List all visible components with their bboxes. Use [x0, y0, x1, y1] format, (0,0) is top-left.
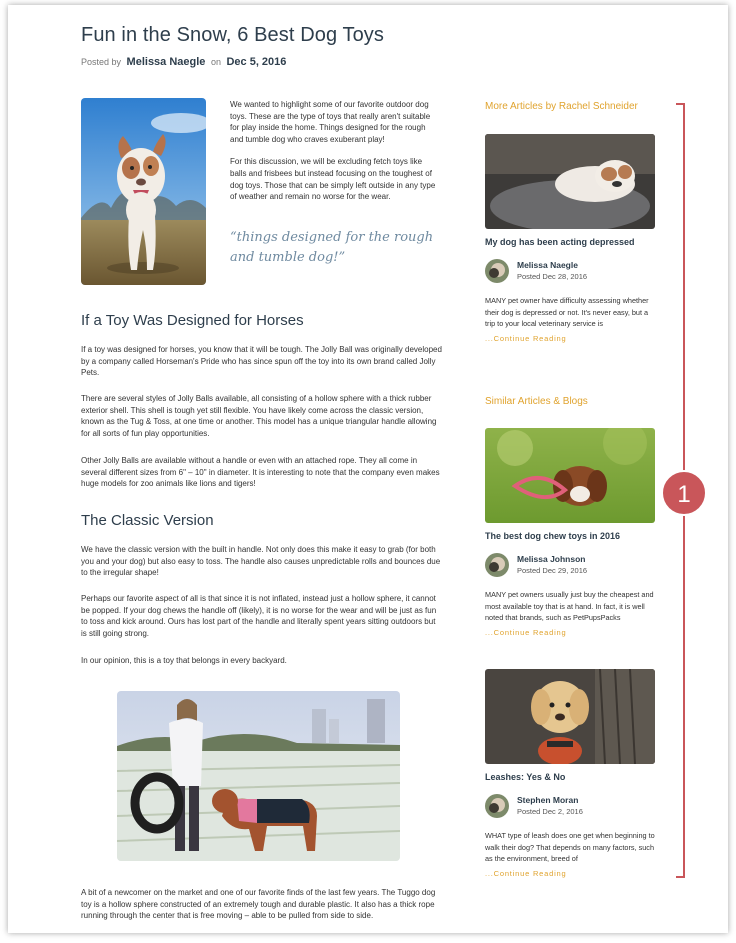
article-excerpt: MANY pet owner have difficulty assessing whether their dog is depressed or not. It's never easy, but a trip to your local veterinary service is [485, 296, 649, 329]
similar-articles-heading: Similar Articles & Blogs [485, 396, 588, 407]
continue-reading-link[interactable]: ...Continue Reading [485, 334, 567, 343]
article-thumbnail[interactable] [485, 134, 655, 229]
body-paragraph: If a toy was designed for horses, you know that it will be tough. The Jolly Ball was originally developed by a company called Horseman's Pride who has since spun off the toy into its own brand called Jolly Pets. [81, 345, 442, 378]
body-paragraph: Perhaps our favorite aspect of all is that since it is not inflated, instead just a hollow sphere, it cannot be popped. If your dog chews the handle off (likely), it is no worse for the wear and will be just as fun to toss and kick around. Ours has lost part of the handle and literally spent years sitting outdoors but is still going strong. [81, 594, 437, 638]
body-paragraph: In our opinion, this is a toy that belongs in every backyard. [81, 656, 287, 665]
byline [81, 56, 289, 68]
avatar [485, 553, 509, 577]
avatar [485, 794, 509, 818]
intro-paragraph: We wanted to highlight some of our favorite outdoor dog toys. These are the type of toys that really aren't suitable for play inside the home. Things designed for the rough and tumble dog who craves exuberant play! [230, 100, 431, 144]
article-title-link[interactable]: Leashes: Yes & No [485, 772, 566, 782]
body-paragraph: A bit of a newcomer on the market and one of our favorite finds of the last few years. The Tuggo dog toy is a hollow sphere constructed of an extremely tough and durable plastic. It also has a thick rope running through the center that is free moving – able to be pulled from side to side. [81, 888, 436, 921]
author-name[interactable]: Stephen Moran [517, 795, 579, 805]
article-title-link[interactable]: My dog has been acting depressed [485, 237, 635, 247]
continue-reading-link[interactable]: ...Continue Reading [485, 869, 567, 878]
author-link[interactable]: Melissa Naegle [126, 56, 206, 68]
section-heading: If a Toy Was Designed for Horses [81, 312, 304, 329]
continue-reading-link[interactable]: ...Continue Reading [485, 628, 567, 637]
posted-by-label: Posted by [81, 57, 122, 67]
hero-dog-photo [81, 98, 206, 285]
intro-paragraph: For this discussion, we will be excluding fetch toys like balls and frisbees but instead focusing on the toughest of dog toys. Those that can be simply left outside in any type of weather and remain no worse for the wear. [230, 157, 436, 202]
body-paragraph: We have the classic version with the built in handle. Not only does this make it easy to grab (for both you and your dog) but also easy to toss. The handle also causes unpredictable rolls and bounces due to the irregular shape! [81, 545, 441, 578]
article-title-link[interactable]: The best dog chew toys in 2016 [485, 531, 621, 541]
more-articles-heading: More Articles by Rachel Schneider [485, 101, 638, 112]
woman-dog-snow-photo [117, 691, 400, 861]
page-title: Fun in the Snow, 6 Best Dog Toys [81, 24, 385, 46]
body-paragraph: There are several styles of Jolly Balls available, all consisting of a hollow sphere with a thick rubber exterior shell. This shell is tough yet still flexible. You have likely come across the classic version, known as the Tug & Toss, at one time or another. This model has a unique triangular handle allowing for all sorts of fun play opportunities. [81, 394, 437, 438]
avatar [485, 259, 509, 283]
post-date: Posted Dec 2, 2016 [517, 807, 583, 816]
article-excerpt: WHAT type of leash does one get when beginning to walk their dog? That depends on many factors, such as the environment, breed of [485, 831, 655, 864]
article-thumbnail[interactable] [485, 428, 655, 523]
body-paragraph: Other Jolly Balls are available without a handle or even with an attached rope. They all come in several different sizes from 6" – 10" in diameter. It is interesting to note that the company even makes huge models for zoo animals like lions and tigers! [81, 456, 440, 489]
intro-text [230, 99, 440, 214]
author-name[interactable]: Melissa Naegle [517, 260, 578, 270]
post-date: Dec 5, 2016 [226, 56, 287, 68]
article-author [485, 794, 655, 818]
section-heading: The Classic Version [81, 512, 214, 529]
author-name[interactable]: Melissa Johnson [517, 554, 586, 564]
article-author [485, 553, 655, 577]
article-thumbnail[interactable] [485, 669, 655, 764]
annotation-badge: 1 [661, 470, 707, 516]
pull-quote: “things designed for the rough and tumble dog!” [230, 230, 434, 265]
on-label: on [210, 57, 221, 67]
post-date: Posted Dec 28, 2016 [517, 272, 588, 281]
article-author [485, 259, 655, 283]
article-excerpt: MANY pet owners usually just buy the cheapest and most available toy that is at hand. In fact, it is well noted that brands, such as PetPupsPacks [485, 590, 654, 623]
post-date: Posted Dec 29, 2016 [517, 566, 588, 575]
